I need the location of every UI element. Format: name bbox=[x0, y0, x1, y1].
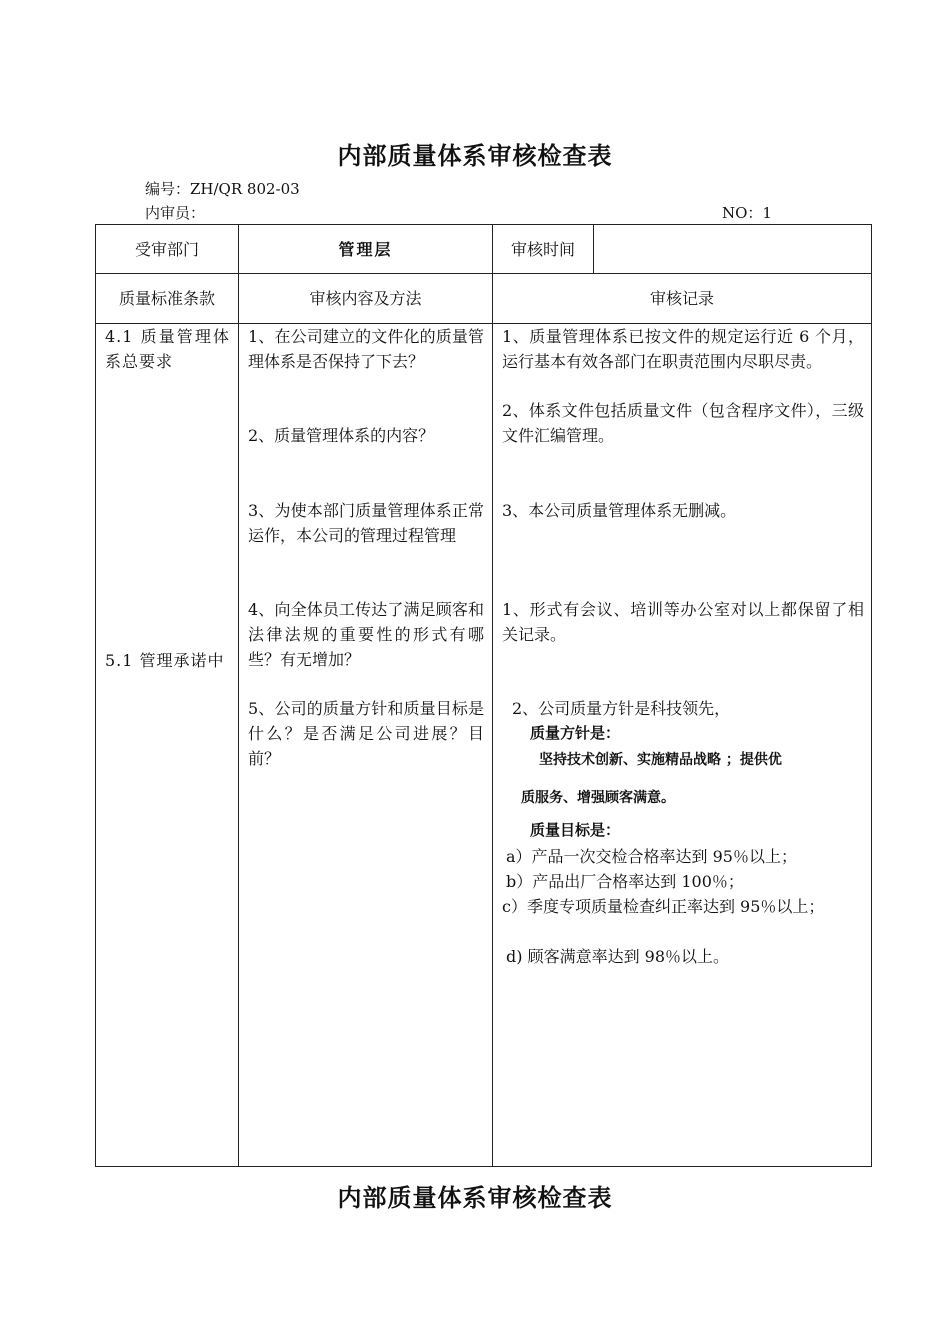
column-header-row bbox=[96, 274, 872, 324]
dept-value: 管理层 bbox=[239, 225, 493, 274]
quality-objective-heading: 质量目标是： bbox=[530, 821, 621, 839]
question-item: 3、为使本部门质量管理体系正常运作，本公司的管理过程管理 bbox=[248, 501, 484, 545]
objective-item: a）产品一次交检合格率达到 95％以上； bbox=[506, 847, 797, 866]
clause-item: 5.1 管理承诺中 bbox=[105, 651, 225, 670]
time-value bbox=[594, 225, 872, 274]
objective-item: d) 顾客满意率达到 98％以上。 bbox=[506, 947, 730, 966]
record-column-header: 审核记录 bbox=[493, 274, 872, 324]
objective-item: c）季度专项质量检查纠正率达到 95％以上； bbox=[502, 897, 825, 916]
quality-policy-heading: 质量方针是： bbox=[530, 724, 621, 742]
method-column-header: 审核内容及方法 bbox=[239, 274, 493, 324]
method-cell bbox=[239, 324, 493, 1167]
record-item: 3、本公司质量管理体系无删减。 bbox=[502, 501, 737, 520]
content-row bbox=[96, 324, 872, 1167]
document-code: 编号：ZH/QR 802-03 bbox=[145, 180, 300, 198]
audit-checklist-table bbox=[95, 224, 872, 1167]
objective-item: b）产品出厂合格率达到 100％； bbox=[506, 872, 744, 891]
footer-title: 内部质量体系审核检查表 bbox=[337, 1184, 613, 1212]
time-header: 审核时间 bbox=[493, 225, 594, 274]
page-title: 内部质量体系审核检查表 bbox=[337, 142, 613, 170]
question-item: 1、在公司建立的文件化的质量管理体系是否保持了下去？ bbox=[248, 327, 484, 371]
record-item: 1、形式有会议、培训等办公室对以上都保留了相关记录。 bbox=[502, 600, 864, 644]
record-item: 2、公司质量方针是科技领先， bbox=[512, 699, 731, 718]
question-item: 4、向全体员工传达了满足顾客和法律法规的重要性的形式有哪些？有无增加？ bbox=[248, 600, 484, 669]
record-item: 2、体系文件包括质量文件（包含程序文件），三级文件汇编管理。 bbox=[502, 401, 864, 445]
clause-item: 4.1 质量管理体系总要求 bbox=[105, 327, 230, 371]
quality-policy-line: 质服务、增强顾客满意。 bbox=[521, 790, 675, 806]
document-number: NO：1 bbox=[722, 204, 772, 222]
question-item: 2、质量管理体系的内容？ bbox=[248, 426, 435, 445]
clause-cell bbox=[96, 324, 239, 1167]
record-cell bbox=[493, 324, 872, 1167]
auditor-label: 内审员： bbox=[145, 204, 206, 222]
quality-policy-line: 坚持技术创新、实施精品战略 ；提供优 bbox=[539, 752, 782, 768]
record-item: 1、质量管理体系已按文件的规定运行近 6 个月，运行基本有效各部门在职责范围内尽职尽责。 bbox=[502, 327, 864, 371]
clause-column-header: 质量标准条款 bbox=[96, 274, 239, 324]
dept-header: 受审部门 bbox=[96, 225, 239, 274]
question-item: 5、公司的质量方针和质量目标是什么？是否满足公司进展？目前？ bbox=[248, 699, 484, 768]
header-row bbox=[96, 225, 872, 274]
